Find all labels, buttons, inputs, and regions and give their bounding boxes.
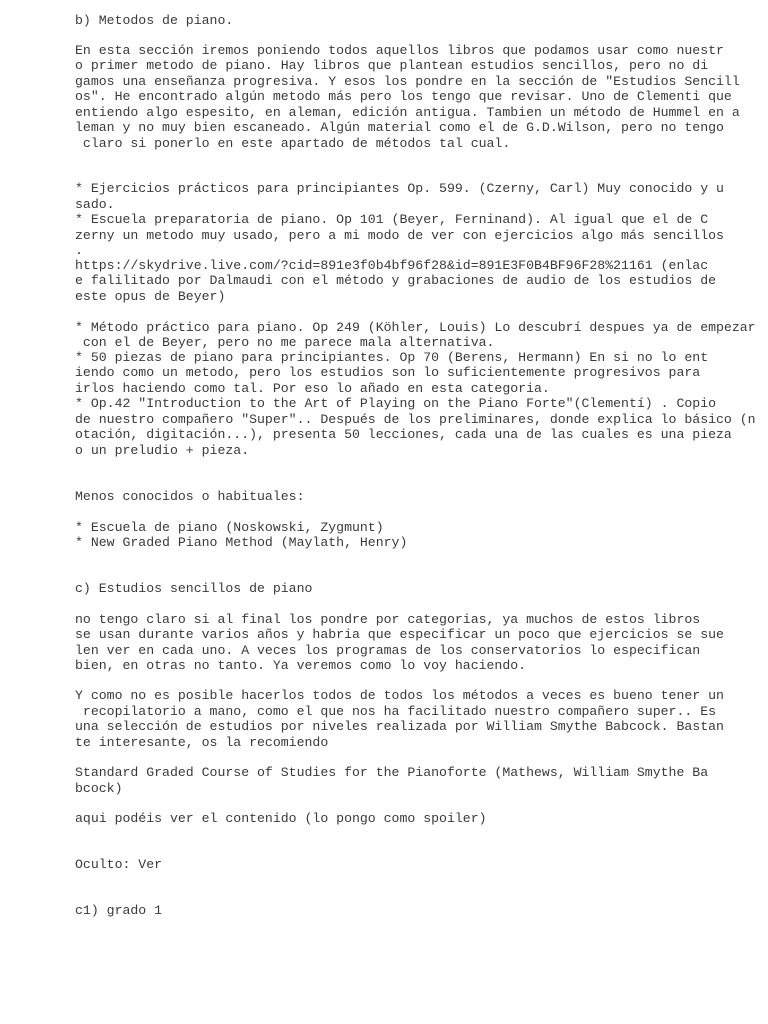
intro-paragraph-line: os". He encontrado algún metodo más pero los tengo que revisar. Uno de Clementi que (75, 89, 732, 104)
list-item-berens: irlos haciendo como tal. Por eso lo añado en esta categoria. (75, 381, 550, 396)
list-item-maylath: * New Graded Piano Method (Maylath, Henry) (75, 535, 408, 550)
list-item-kohler: * Método práctico para piano. Op 249 (Köhler, Louis) Lo descubrí despues ya de empezar (75, 320, 756, 335)
intro-paragraph-line: entiendo algo espesito, en aleman, edición antigua. Tambien un método de Hummel en a (75, 105, 740, 120)
intro-paragraph-line: En esta sección iremos poniendo todos aquellos libros que podamos usar como nuestr (75, 43, 724, 58)
section-heading-metodos: b) Metodos de piano. (75, 13, 234, 28)
spoiler-toggle[interactable]: Oculto: Ver (75, 857, 163, 872)
list-item-clementi: o un preludio + pieza. (75, 443, 250, 458)
estudios-paragraph-line: len ver en cada uno. A veces los programas de los conservatorios lo especifican (75, 643, 701, 658)
list-item-berens: iendo como un metodo, pero los estudios son lo suficientemente progresivos para (75, 365, 701, 380)
book-title-line: Standard Graded Course of Studies for the Pianoforte (Mathews, William Smythe Ba (75, 765, 709, 780)
link-description: e falilitado por Dalmaudi con el método y grabaciones de audio de los estudios de (75, 273, 717, 288)
recopilatorio-paragraph-line: Y como no es posible hacerlos todos de todos los métodos a veces es bueno tener un (75, 688, 724, 703)
list-item-clementi: de nuestro compañero "Super".. Después de los preliminares, donde explica lo básico (n (75, 412, 756, 427)
list-item-clementi: otación, digitación...), presenta 50 lecciones, cada una de las cuales es una pieza (75, 427, 732, 442)
intro-paragraph-line: claro si ponerlo en este apartado de métodos tal cual. (75, 136, 511, 151)
estudios-paragraph-line: no tengo claro si al final los pondre por categorias, ya muchos de estos libros (75, 612, 701, 627)
list-item-beyer: zerny un metodo muy usado, pero a mi modo de ver con ejercicios algo más sencillos (75, 228, 724, 243)
list-item-beyer: . (75, 243, 83, 258)
subheading-menos-conocidos: Menos conocidos o habituales: (75, 489, 305, 504)
list-item-czerny: sado. (75, 197, 115, 212)
list-item-noskowski: * Escuela de piano (Noskowski, Zygmunt) (75, 520, 384, 535)
estudios-paragraph-line: se usan durante varios años y habria que especificar un poco que ejercicios se sue (75, 627, 724, 642)
list-item-kohler: con el de Beyer, pero no me parece mala alternativa. (75, 335, 495, 350)
intro-paragraph-line: gamos una enseñanza progresiva. Y esos los pondre en la sección de "Estudios Sencill (75, 74, 740, 89)
book-title-line: bcock) (75, 781, 123, 796)
link-description: este opus de Beyer) (75, 289, 226, 304)
spoiler-note: aqui podéis ver el contenido (lo pongo como spoiler) (75, 811, 487, 826)
intro-paragraph-line: leman y no muy bien escaneado. Algún material como el de G.D.Wilson, pero no tengo (75, 120, 724, 135)
intro-paragraph-line: o primer metodo de piano. Hay libros que plantean estudios sencillos, pero no di (75, 58, 709, 73)
list-item-czerny: * Ejercicios prácticos para principiantes Op. 599. (Czerny, Carl) Muy conocido y u (75, 181, 724, 196)
skydrive-link[interactable]: https://skydrive.live.com/?cid=891e3f0b4bf96f28&id=891E3F0B4BF96F28%21161 (enlac (75, 258, 709, 273)
list-item-berens: * 50 piezas de piano para principiantes. Op 70 (Berens, Hermann) En si no lo ent (75, 350, 709, 365)
list-item-beyer: * Escuela preparatoria de piano. Op 101 (Beyer, Ferninand). Al igual que el de C (75, 212, 709, 227)
list-item-clementi: * Op.42 "Introduction to the Art of Playing on the Piano Forte"(Clementí) . Copio (75, 396, 717, 411)
recopilatorio-paragraph-line: recopilatorio a mano, como el que nos ha facilitado nuestro compañero super.. Es (75, 704, 717, 719)
section-heading-grado-1: c1) grado 1 (75, 903, 163, 918)
estudios-paragraph-line: bien, en otras no tanto. Ya veremos como lo voy haciendo. (75, 658, 527, 673)
recopilatorio-paragraph-line: te interesante, os la recomiendo (75, 735, 329, 750)
recopilatorio-paragraph-line: una selección de estudios por niveles realizada por William Smythe Babcock. Bastan (75, 719, 724, 734)
section-heading-estudios: c) Estudios sencillos de piano (75, 581, 313, 596)
